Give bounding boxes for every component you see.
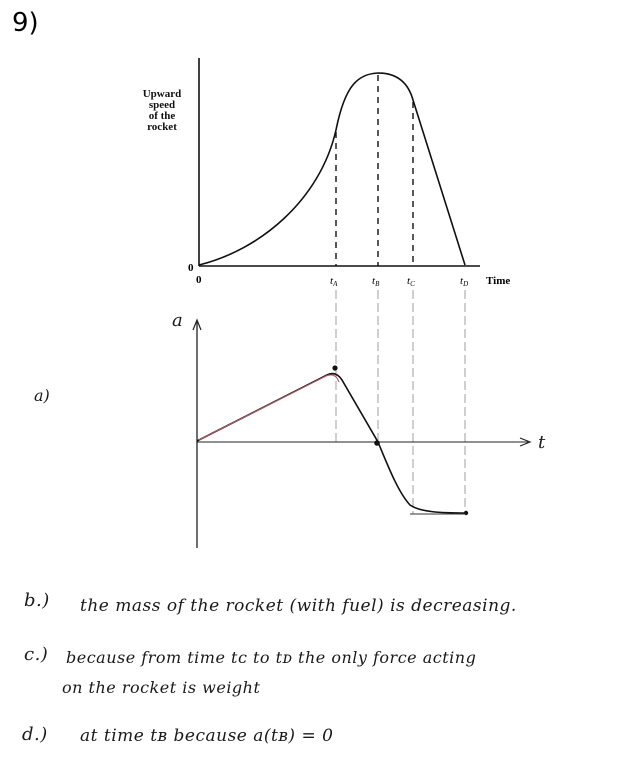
time-axis-label-t: t — [538, 432, 546, 453]
answer-c-line1: because from time tᴄ to tᴅ the only force acting — [66, 648, 477, 667]
end-dot — [464, 511, 468, 515]
time-axis-label: Time — [486, 275, 511, 287]
tick-label-ta: tA — [330, 275, 338, 288]
y-label-line: of the — [148, 110, 176, 122]
answer-d-label: d.) — [22, 724, 48, 745]
top-graph — [188, 58, 510, 288]
tick-label-td: tD — [460, 275, 469, 288]
answer-b-label: b.) — [24, 590, 50, 611]
answer-b-text: the mass of the rocket (with fuel) is decreasing. — [80, 596, 517, 616]
part-a-label: a) — [34, 386, 50, 405]
answer-d-text: at time tʙ because a(tʙ) = 0 — [80, 726, 334, 746]
origin-y-label: 0 — [188, 262, 194, 274]
tick-label-tc: tC — [407, 275, 415, 288]
y-label-line: rocket — [147, 121, 177, 133]
origin-x-label: 0 — [196, 274, 202, 286]
accel-axis-label: a — [172, 310, 183, 331]
peak-dot — [332, 365, 337, 370]
tick-label-tb: tB — [372, 275, 380, 288]
accel-curve-pink — [199, 375, 339, 440]
answer-c-line2: on the rocket is weight — [62, 678, 261, 697]
zero-dot — [374, 440, 380, 446]
accel-curve — [197, 374, 466, 513]
time-marks — [330, 275, 468, 288]
question-number: 9) — [12, 8, 39, 38]
bottom-graph — [172, 310, 546, 548]
answer-c-label: c.) — [24, 644, 49, 665]
speed-curve — [199, 73, 465, 265]
y-label-line: Upward — [142, 88, 182, 100]
y-label-line: speed — [148, 99, 176, 111]
